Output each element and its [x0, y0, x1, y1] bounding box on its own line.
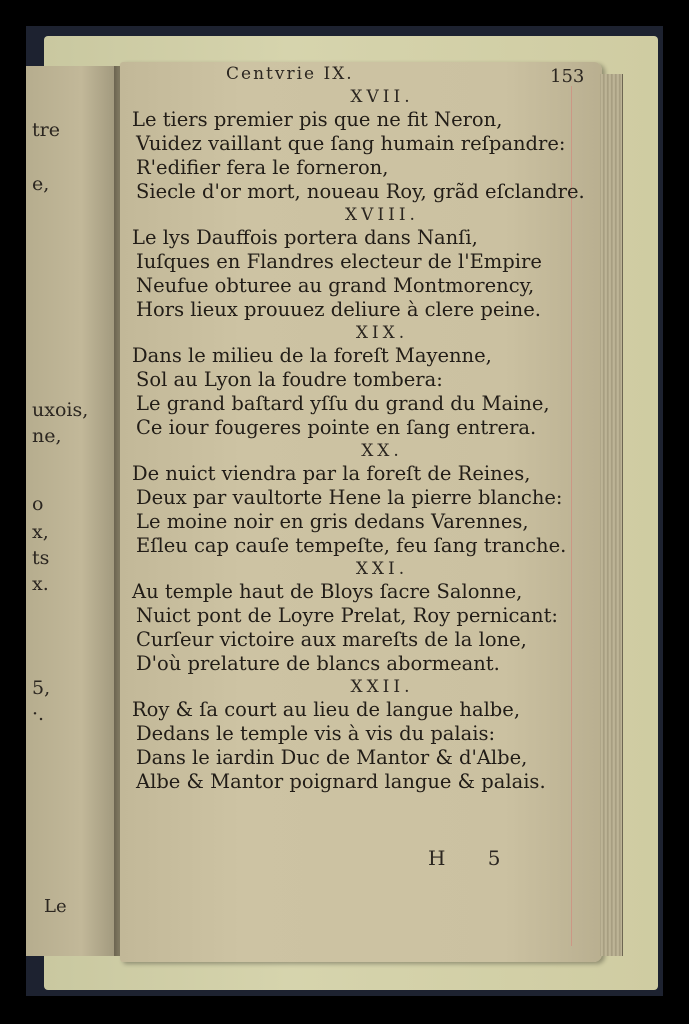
verse-line: Le tiers premier pis que ne fit Neron,	[132, 108, 503, 131]
quatrain-number: XXII.	[350, 677, 414, 697]
left-page-fragment: x.	[32, 573, 49, 595]
verse-line: Au temple haut de Bloys ſacre Salonne,	[132, 580, 523, 603]
verse-line: Iuſques en Flandres electeur de l'Empire	[136, 250, 542, 273]
left-page-fragment: 5,	[32, 677, 51, 699]
quatrain-number: XVII.	[350, 87, 414, 107]
verse-line: Dans le iardin Duc de Mantor & d'Albe,	[136, 746, 528, 769]
left-catchword: Le	[44, 896, 67, 917]
book-photograph	[26, 26, 663, 996]
verse-line: Deux par vaultorte Hene la pierre blanche:	[136, 486, 563, 509]
verse-line: Roy & ſa court au lieu de langue halbe,	[132, 698, 521, 721]
quatrain-text-block	[132, 86, 592, 794]
page-edges	[600, 74, 623, 956]
left-page-fragment: ts	[32, 547, 50, 569]
verse-line: Nuict pont de Loyre Prelat, Roy pernicant:	[136, 604, 558, 627]
quatrain-number: XIX.	[355, 323, 409, 343]
left-page-fragment: e,	[32, 173, 50, 195]
left-page	[26, 66, 119, 956]
left-page-fragment: o	[32, 493, 44, 515]
verse-line: Eſleu cap cauſe tempeſte, feu ſang tranche.	[136, 534, 567, 557]
left-page-fragment: x,	[32, 521, 49, 543]
left-page-fragment: tre	[32, 119, 60, 141]
quatrain-number: XX.	[361, 441, 403, 461]
left-page-fragment: uxois,	[32, 399, 89, 421]
verse-line: Albe & Mantor poignard langue & palais.	[136, 770, 546, 793]
verse-line: D'où prelature de blancs abormeant.	[136, 652, 500, 675]
verse-line: Sol au Lyon la foudre tombera:	[136, 368, 443, 391]
running-head: Centvrie IX.	[226, 64, 354, 84]
folio-number: 153	[550, 66, 585, 87]
verse-line: Siecle d'or mort, noueau Roy, grãd eſclandre.	[136, 180, 585, 203]
signature-mark: H 5	[428, 846, 519, 870]
verse-line: Le grand baſtard yſſu du grand du Maine,	[136, 392, 550, 415]
verse-line: Neufue obturee au grand Montmorency,	[136, 274, 535, 297]
quatrain-number: XVIII.	[345, 205, 419, 225]
verse-line: Le lys Dauffois portera dans Nanſi,	[132, 226, 478, 249]
verse-line: Curſeur victoire aux mareſts de la lone,	[136, 628, 527, 651]
left-page-fragment: ·.	[32, 703, 45, 725]
verse-line: Vuidez vaillant que ſang humain reſpandre:	[136, 132, 566, 155]
verse-line: R'edifier fera le forneron,	[136, 156, 389, 179]
verse-line: Dans le milieu de la foreſt Mayenne,	[132, 344, 492, 367]
verse-line: Le moine noir en gris dedans Varennes,	[136, 510, 529, 533]
left-page-fragment: ne,	[32, 425, 62, 447]
verse-line: De nuict viendra par la foreſt de Reines,	[132, 462, 531, 485]
verse-line: Ce iour fougeres pointe en ſang entrera.	[136, 416, 537, 439]
verse-line: Hors lieux prouuez deliure à clere peine.	[136, 298, 541, 321]
quatrain-number: XXI.	[355, 559, 409, 579]
verse-line: Dedans le temple vis à vis du palais:	[136, 722, 496, 745]
